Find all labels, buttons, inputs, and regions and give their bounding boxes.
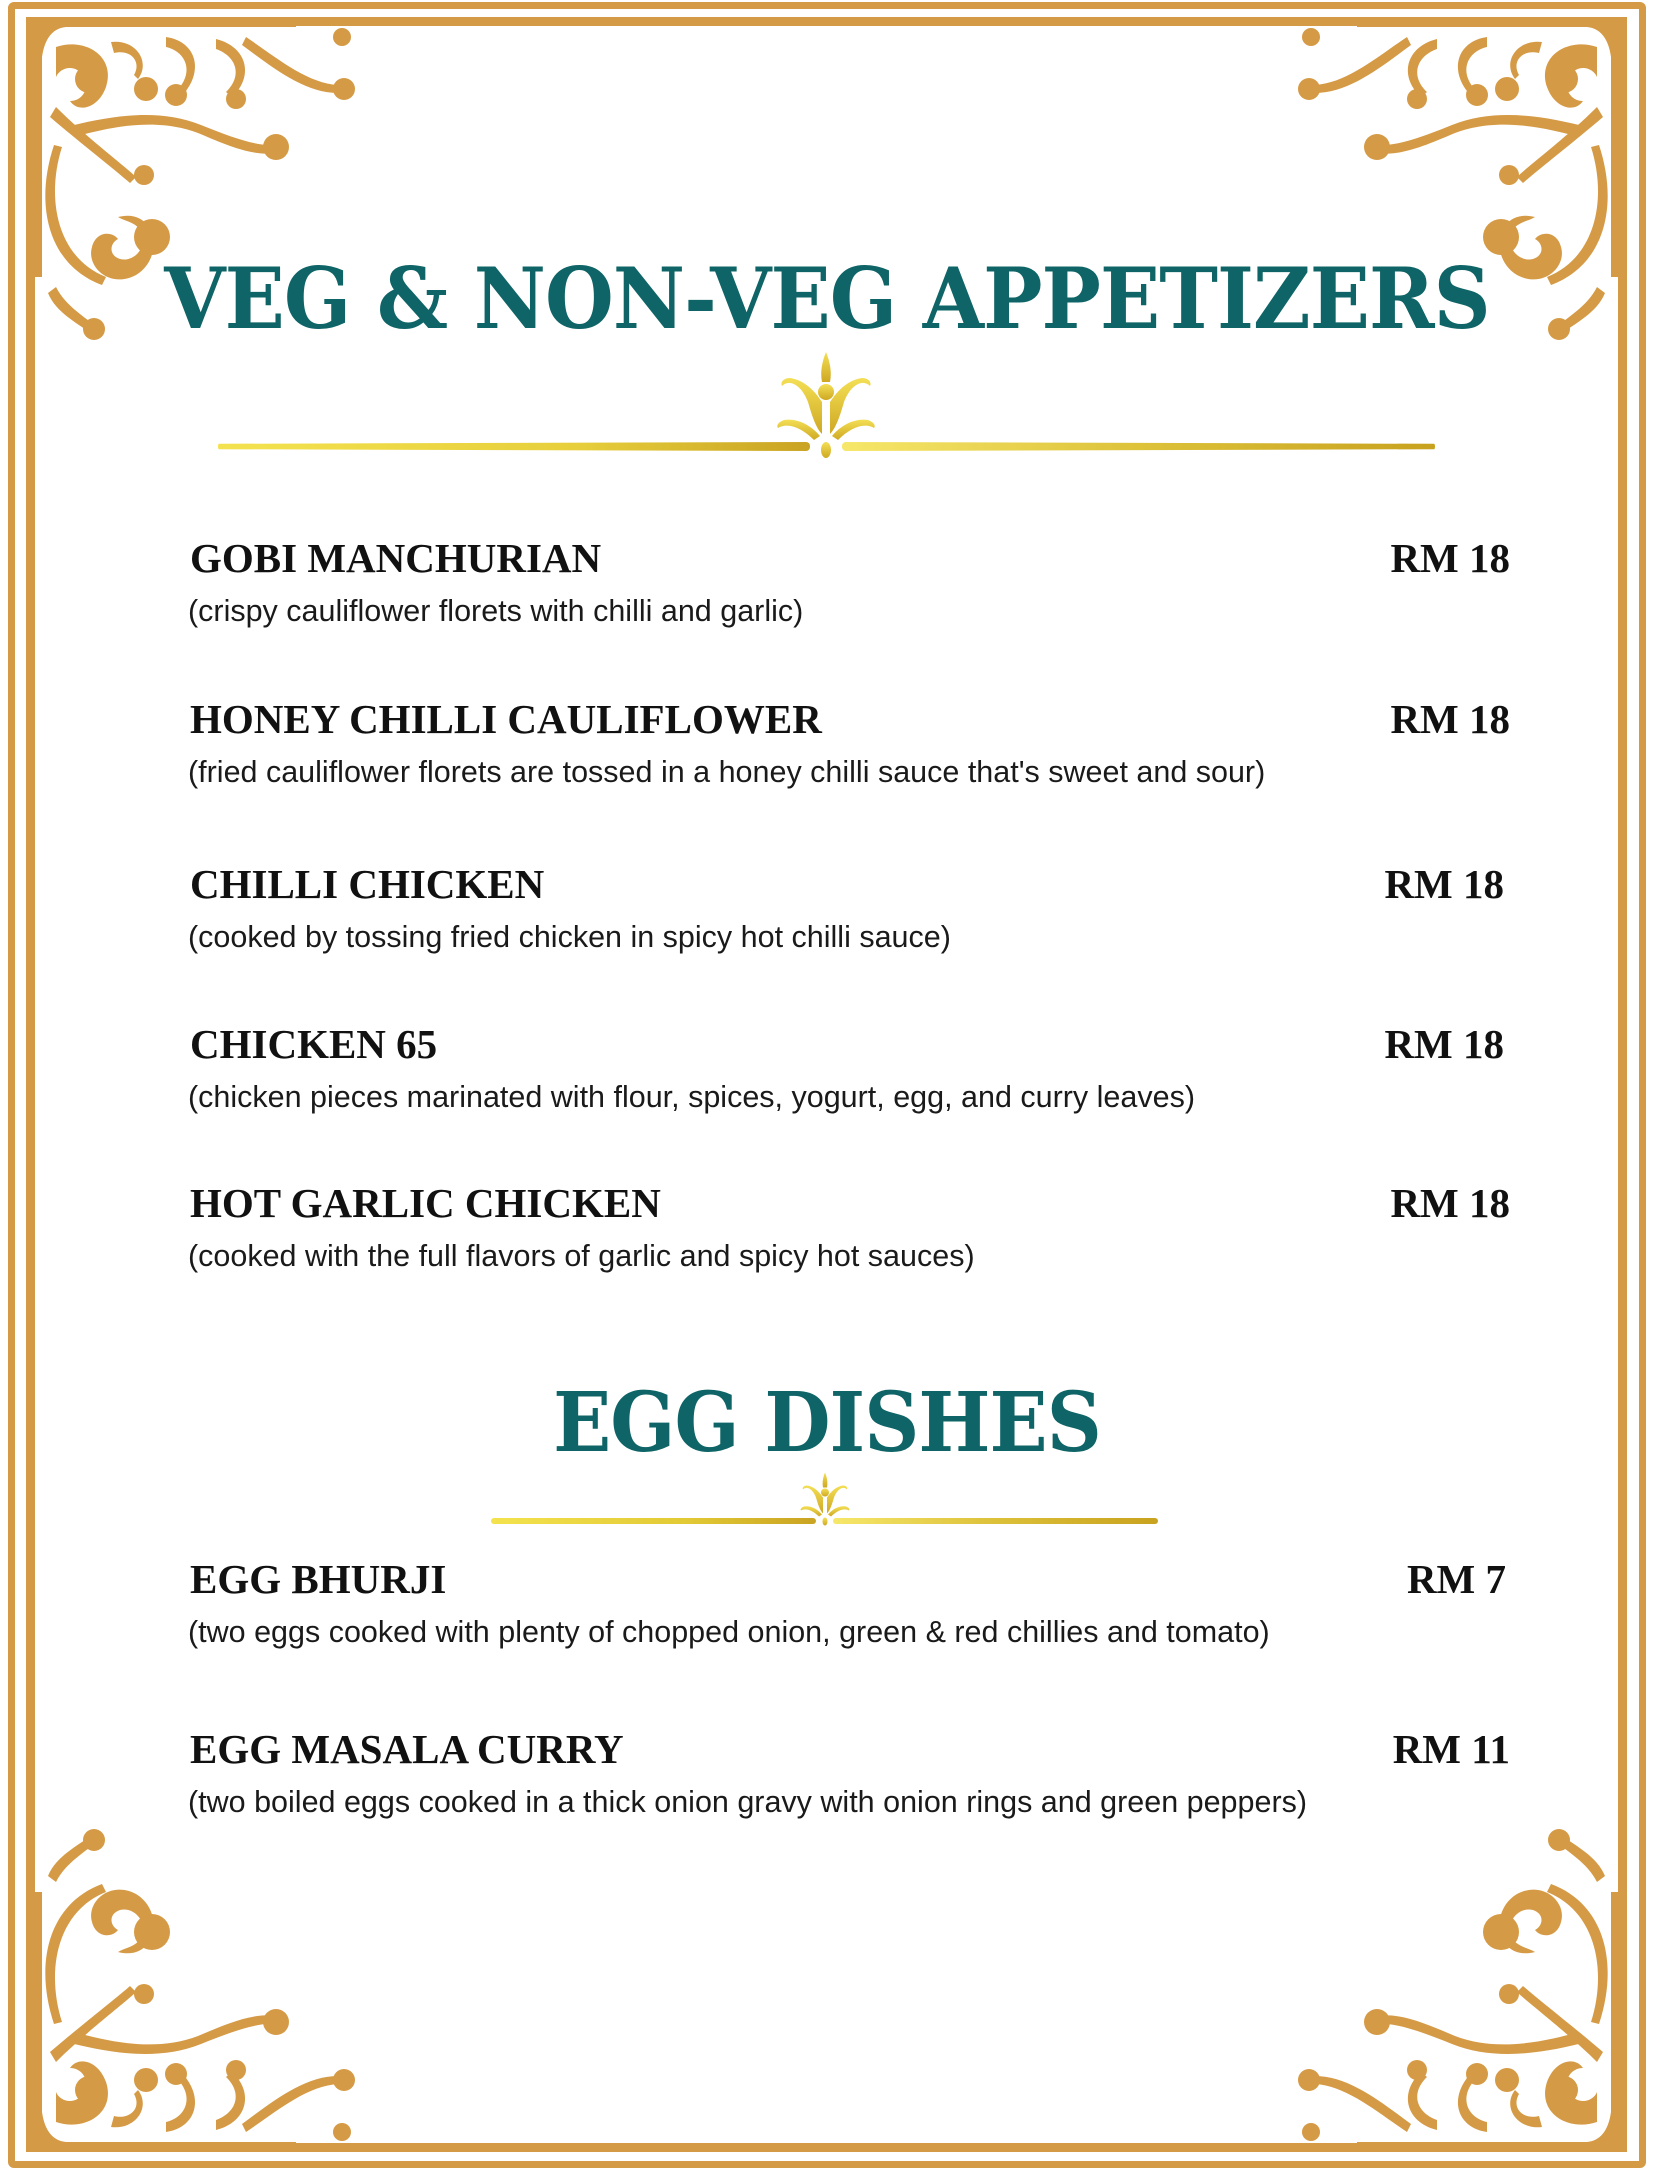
item-description: (two eggs cooked with plenty of chopped onion, green & red chillies and tomato) [188,1615,1270,1649]
fleur-de-lis-icon [799,1468,851,1530]
item-price: RM 18 [1390,535,1510,581]
fleur-de-lis-icon [774,350,878,460]
item-price: RM 18 [1390,1180,1510,1226]
item-name: GOBI MANCHURIAN [190,535,602,581]
item-description: (two boiled eggs cooked in a thick onion gravy with onion rings and green peppers) [188,1785,1308,1819]
item-description: (cooked by tossing fried chicken in spicy hot chilli sauce) [188,920,951,954]
item-name: CHICKEN 65 [190,1021,438,1067]
section-title-appetizers: VEG & NON-VEG APPETIZERS [164,249,1490,348]
section-title-egg-dishes: EGG DISHES [553,1375,1101,1471]
item-name: HONEY CHILLI CAULIFLOWER [190,696,822,742]
item-description: (fried cauliflower florets are tossed in a honey chilli sauce that's sweet and sour) [188,755,1266,789]
item-price: RM 11 [1392,1726,1510,1772]
divider-line-left [218,442,810,451]
item-name: EGG MASALA CURRY [190,1726,624,1772]
divider-line-right [842,442,1435,451]
item-name: CHILLI CHICKEN [190,861,545,907]
item-description: (chicken pieces marinated with flour, spices, yogurt, egg, and curry leaves) [188,1080,1195,1114]
section-divider [218,350,1435,460]
divider-line-left [491,1518,816,1524]
corner-ornament-icon [1287,1812,1627,2152]
item-description: (cooked with the full flavors of garlic and spicy hot sauces) [188,1239,975,1273]
section-divider [491,1468,1158,1528]
divider-line-right [833,1518,1158,1524]
item-price: RM 18 [1384,861,1504,907]
item-price: RM 18 [1384,1021,1504,1067]
item-name: HOT GARLIC CHICKEN [190,1180,661,1226]
item-description: (crispy cauliflower florets with chilli and garlic) [188,594,804,628]
item-price: RM 18 [1390,696,1510,742]
item-price: RM 7 [1406,1556,1506,1602]
item-name: EGG BHURJI [190,1556,447,1602]
corner-ornament-icon [26,1812,366,2152]
